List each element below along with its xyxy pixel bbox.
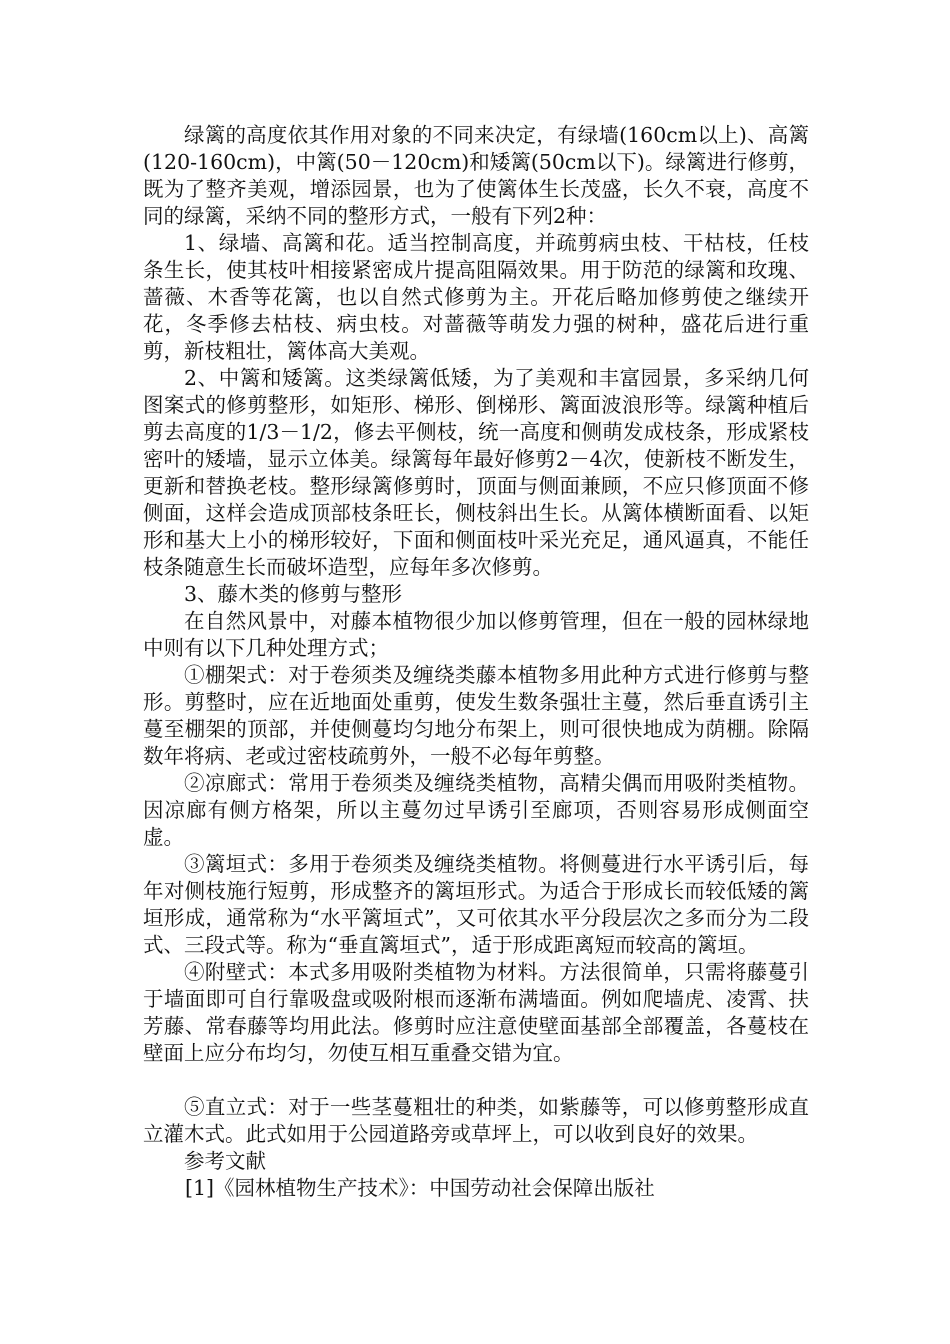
blank-line xyxy=(143,1067,809,1094)
document-body xyxy=(143,122,809,1202)
paragraph-upright-style: ⑤直立式：对于一些茎蔓粗壮的种类，如紫藤等，可以修剪整形成直立灌木式。此式如用于公园道路旁或草坪上，可以收到良好的效果。 xyxy=(143,1095,809,1146)
paragraph-medium-low-hedge: 2、中篱和矮篱。这类绿篱低矮，为了美观和丰富园景，多采纳几何图案式的修剪整形，如矩形、梯形、倒梯形、篱面波浪形等。绿篱种植后剪去高度的1/3－1/2，修去平侧枝，统一高度和侧萌发成枝条，形成紧枝密叶的矮墙，显示立体美。绿篱每年最好修剪2－4次，使新枝不断发生，更新和替换老枝。整形绿篱修剪时，顶面与侧面兼顾，不应只修顶面不修侧面，这样会造成顶部枝条旺长，侧枝斜出生长。从篱体横断面看、以矩形和基大上小的梯形较好，下面和侧面枝叶采光充足，通风逼真，不能任枝条随意生长而破坏造型，应每年多次修剪。 xyxy=(143,366,809,579)
paragraph-hedge-height-intro: 绿篱的高度依其作用对象的不同来决定，有绿墙(160cm以上)、高篱(120-160cm)，中篱(50－120cm)和矮篱(50cm以下)。绿篱进行修剪，既为了整齐美观，增添园景，也为了使篱体生长茂盛，长久不衰，高度不同的绿篱，采纳不同的整形方式，一般有下列2种： xyxy=(143,123,809,228)
references-heading: 参考文献 xyxy=(184,1149,266,1173)
reference-item: [1]《园林植物生产技术》：中国劳动社会保障出版社 xyxy=(185,1176,655,1200)
paragraph-wall-style: ④附壁式：本式多用吸附类植物为材料。方法很简单，只需将藤蔓引于墙面即可自行靠吸盘或吸附根而逐渐布满墙面。例如爬墙虎、凌霄、扶芳藤、常春藤等均用此法。修剪时应注意使壁面基部全部覆盖，各蔓枝在壁面上应分布均匀，勿使互相互重叠交错为宜。 xyxy=(143,960,809,1065)
paragraph-vines-intro: 在自然风景中，对藤本植物很少加以修剪管理，但在一般的园林绿地中则有以下几种处理方式； xyxy=(143,609,809,660)
paragraph-fence-style: ③篱垣式：多用于卷须类及缠绕类植物。将侧蔓进行水平诱引后，每年对侧枝施行短剪，形成整齐的篱垣形式。为适合于形成长而较低矮的篱垣形成，通常称为“水平篱垣式”，又可依其水平分段层次之多而分为二段式、三段式等。称为“垂直篱垣式”，适于形成距离短而较高的篱垣。 xyxy=(143,852,809,957)
paragraph-tall-hedge: 1、绿墙、高篱和花。适当控制高度，并疏剪病虫枝、干枯枝，任枝条生长，使其枝叶相接紧密成片提高阻隔效果。用于防范的绿篱和玫瑰、蔷薇、木香等花篱，也以自然式修剪为主。开花后略加修剪使之继续开花，冬季修去枯枝、病虫枝。对蔷薇等萌发力强的树种，盛花后进行重剪，新枝粗壮，篱体高大美观。 xyxy=(143,231,809,363)
paragraph-trellis-style: ①棚架式：对于卷须类及缠绕类藤本植物多用此种方式进行修剪与整形。剪整时，应在近地面处重剪，使发生数条强壮主蔓，然后垂直诱引主蔓至棚架的顶部，并使侧蔓均匀地分布架上，则可很快地成为荫棚。除隔数年将病、老或过密枝疏剪外，一般不必每年剪整。 xyxy=(143,663,809,768)
paragraph-corridor-style: ②凉廊式：常用于卷须类及缠绕类植物，高精尖偶而用吸附类植物。因凉廊有侧方格架，所以主蔓勿过早诱引至廊项，否则容易形成侧面空虚。 xyxy=(143,771,809,849)
section-heading-vines: 3、藤木类的修剪与整形 xyxy=(184,582,403,606)
